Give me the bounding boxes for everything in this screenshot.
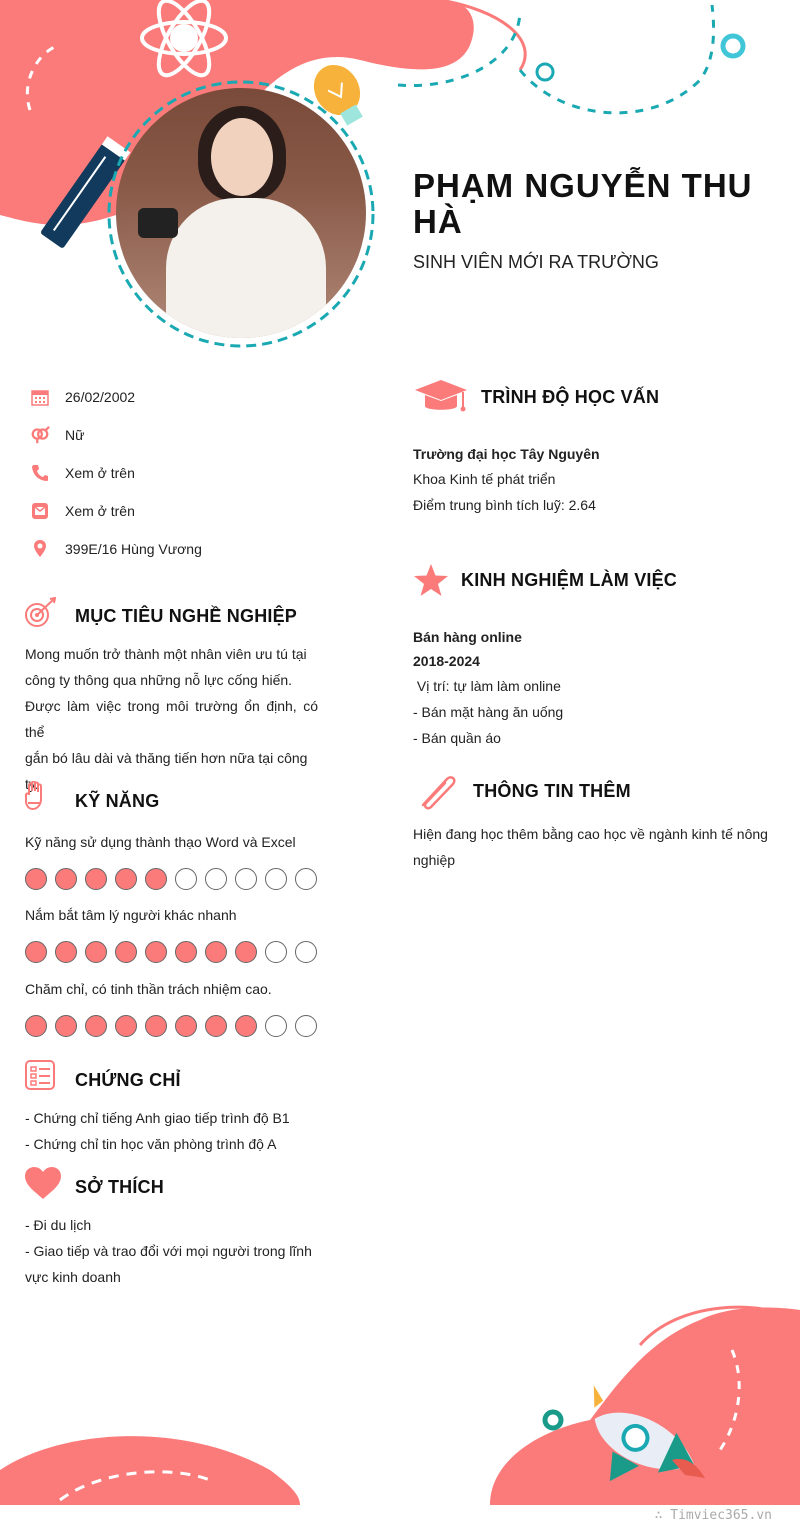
location-pin-icon xyxy=(30,539,50,559)
gender-text: Nữ xyxy=(65,427,85,443)
job-detail: Vị trí: tự làm làm online xyxy=(413,678,561,694)
hobby-item: - Giao tiếp và trao đổi với mọi người trong lĩnh xyxy=(25,1243,312,1259)
extra-info-text: Hiện đang học thêm bằng cao học về ngành kinh tế nông xyxy=(413,826,768,842)
rating-dot-empty xyxy=(175,868,197,890)
rating-dot-empty xyxy=(235,868,257,890)
contact-email xyxy=(30,499,135,523)
rating-dot-filled xyxy=(175,941,197,963)
contact-gender xyxy=(30,423,84,447)
rating-dot-filled xyxy=(85,941,107,963)
contact-birthday xyxy=(30,385,135,409)
job-period: 2018-2024 xyxy=(413,653,480,669)
rating-dot-filled xyxy=(175,1015,197,1037)
calendar-icon xyxy=(30,387,50,407)
certificates-title: CHỨNG CHỈ xyxy=(75,1070,181,1090)
rating-dot-filled xyxy=(25,941,47,963)
rating-dot-filled xyxy=(55,1015,77,1037)
rating-dot-filled xyxy=(55,868,77,890)
rating-dot-filled xyxy=(115,1015,137,1037)
certificate-item: - Chứng chỉ tin học văn phòng trình độ A xyxy=(25,1136,277,1152)
paperclip-icon xyxy=(415,771,459,811)
target-icon xyxy=(24,597,58,629)
rating-dot-empty xyxy=(295,1015,317,1037)
email-icon xyxy=(30,501,50,521)
faculty-name: Khoa Kinh tế phát triển xyxy=(413,471,556,487)
objective-text: Mong muốn trở thành một nhân viên ưu tú tại công ty thông qua những nỗ lực cống hiến. Được làm việc trong môi trường ổn định, có thể gắn bó lâu dài và thăng tiến hơn nữa tại công ty. xyxy=(25,646,318,792)
job-detail: - Bán quần áo xyxy=(413,730,501,746)
rating-dot-filled xyxy=(55,941,77,963)
school-name: Trường đại học Tây Nguyên xyxy=(413,446,600,462)
skills-title: KỸ NĂNG xyxy=(75,791,160,811)
candidate-name: PHẠM NGUYỄN THU HÀ xyxy=(413,167,753,240)
hobby-item-continued: vực kinh doanh xyxy=(25,1269,121,1285)
heart-icon xyxy=(24,1166,62,1200)
skill-rating xyxy=(25,941,317,963)
rating-dot-filled xyxy=(85,1015,107,1037)
extra-info-text: nghiệp xyxy=(413,852,456,868)
rating-dot-filled xyxy=(235,1015,257,1037)
rating-dot-empty xyxy=(295,868,317,890)
skill-rating xyxy=(25,1015,317,1037)
job-title: Bán hàng online xyxy=(413,629,522,645)
skill-label: Kỹ năng sử dụng thành thạo Word và Excel xyxy=(25,834,296,850)
watermark: ∴ Timviec365.vn xyxy=(654,1508,772,1523)
birthday-text: 26/02/2002 xyxy=(65,389,136,405)
rating-dot-filled xyxy=(145,941,167,963)
rating-dot-filled xyxy=(235,941,257,963)
contact-phone xyxy=(30,461,135,485)
rating-dot-filled xyxy=(25,868,47,890)
candidate-role: SINH VIÊN MỚI RA TRƯỜNG xyxy=(413,252,659,272)
rating-dot-filled xyxy=(115,868,137,890)
rating-dot-empty xyxy=(295,941,317,963)
rating-dot-filled xyxy=(205,1015,227,1037)
rating-dot-filled xyxy=(115,941,137,963)
hand-icon xyxy=(24,780,48,812)
rating-dot-empty xyxy=(205,868,227,890)
profile-photo xyxy=(116,88,366,338)
rating-dot-empty xyxy=(265,1015,287,1037)
phone-icon xyxy=(30,463,50,483)
gender-icon xyxy=(30,425,50,445)
email-text: Xem ở trên xyxy=(65,503,135,519)
rating-dot-filled xyxy=(25,1015,47,1037)
objective-title: MỤC TIÊU NGHỀ NGHIỆP xyxy=(75,606,298,626)
rating-dot-filled xyxy=(205,941,227,963)
rating-dot-filled xyxy=(85,868,107,890)
star-icon xyxy=(413,563,449,597)
rating-dot-empty xyxy=(265,868,287,890)
education-title: TRÌNH ĐỘ HỌC VẤN xyxy=(481,387,660,407)
extra-info-title: THÔNG TIN THÊM xyxy=(473,781,631,801)
gpa-text: Điểm trung bình tích luỹ: 2.64 xyxy=(413,497,596,513)
certificate-item: - Chứng chỉ tiếng Anh giao tiếp trình độ B1 xyxy=(25,1110,290,1126)
job-detail: - Bán mặt hàng ăn uống xyxy=(413,704,564,720)
checklist-icon xyxy=(24,1059,56,1091)
hobby-item: - Đi du lịch xyxy=(25,1217,92,1233)
rating-dot-filled xyxy=(145,868,167,890)
skill-label: Chăm chỉ, có tinh thần trách nhiệm cao. xyxy=(25,981,272,997)
experience-title: KINH NGHIỆM LÀM VIỆC xyxy=(461,570,678,590)
skill-label: Nắm bắt tâm lý người khác nhanh xyxy=(25,907,237,923)
rating-dot-empty xyxy=(265,941,287,963)
phone-text: Xem ở trên xyxy=(65,465,135,481)
graduation-cap-icon xyxy=(413,378,469,416)
hobbies-title: SỞ THÍCH xyxy=(75,1177,164,1197)
rating-dot-filled xyxy=(145,1015,167,1037)
skill-rating xyxy=(25,868,317,890)
contact-address xyxy=(30,537,202,561)
address-text: 399E/16 Hùng Vương xyxy=(65,541,202,557)
